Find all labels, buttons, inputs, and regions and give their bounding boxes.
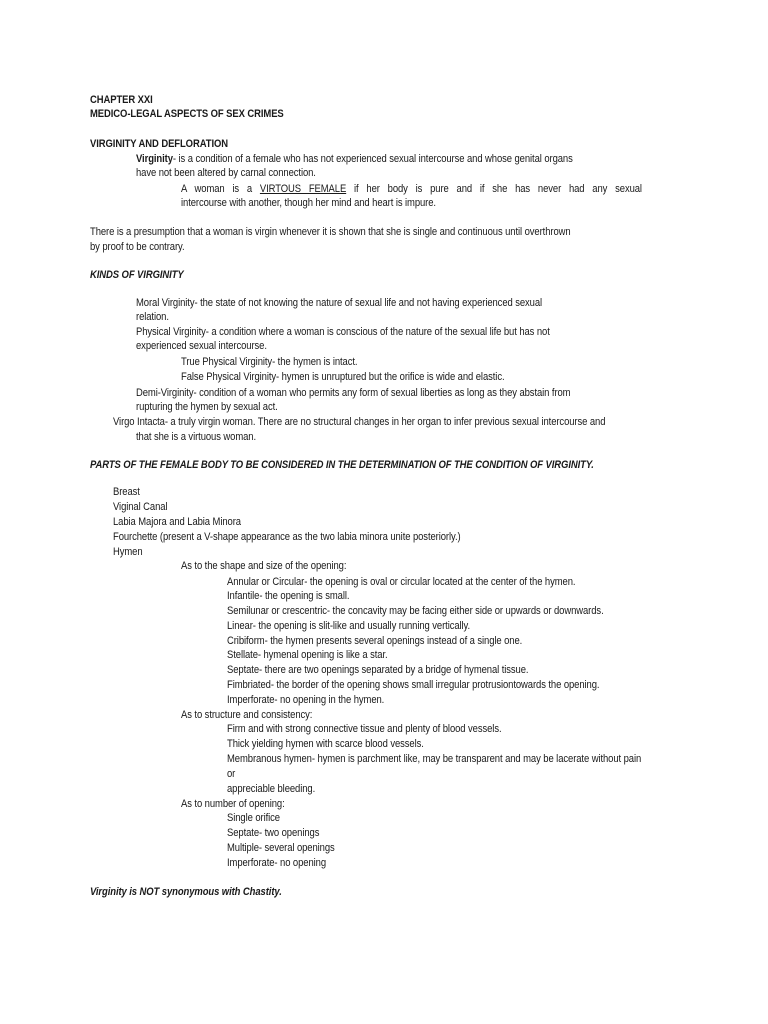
false-physical-virginity: False Physical Virginity- hymen is unruptured but the orifice is wide and elastic. [181, 371, 505, 383]
number-single: Single orifice [227, 812, 280, 824]
virgo-intacta-line2: that she is a virtuous woman. [136, 431, 257, 443]
structure-membranous: Membranous hymen- hymen is parchment like, may be transparent and may be lacerate without pain [227, 753, 642, 765]
shape-infantile: Infantile- the opening is small. [227, 590, 350, 602]
shape-imperforate: Imperforate- no opening in the hymen. [227, 694, 385, 706]
virginity-definition-line2: have not been altered by carnal connection. [136, 167, 316, 179]
structure-bleeding: appreciable bleeding. [227, 783, 316, 795]
virtous-female-term: VIRTOUS FEMALE [259, 183, 347, 195]
chapter-title: MEDICO-LEGAL ASPECTS OF SEX CRIMES [90, 108, 284, 120]
number-multiple: Multiple- several openings [227, 842, 335, 854]
shape-semilunar: Semilunar or crescentric- the concavity may be facing either side or upwards or downwards. [227, 605, 604, 617]
part-breast: Breast [113, 486, 140, 498]
part-fourchette: Fourchette (present a V-shape appearance as the two labia minora unite posteriorly.) [113, 531, 461, 543]
number-imperforate: Imperforate- no opening [227, 857, 326, 869]
structure-firm: Firm and with strong connective tissue and plenty of blood vessels. [227, 723, 502, 735]
kinds-heading: KINDS OF VIRGINITY [90, 269, 184, 281]
part-hymen: Hymen [113, 546, 143, 558]
virtous-female-pre: A woman is a [181, 183, 253, 195]
demi-virginity-line1: Demi-Virginity- condition of a woman who permits any form of sexual liberties as long as they abstain from [136, 387, 571, 399]
physical-virginity-line1: Physical Virginity- a condition where a woman is conscious of the nature of the sexual life but has not [136, 326, 550, 338]
moral-virginity-line1: Moral Virginity- the state of not knowing the nature of sexual life and not having experienced sexual [136, 297, 543, 309]
virginity-definition-line1 [136, 152, 573, 166]
section-heading: VIRGINITY AND DEFLORATION [90, 138, 229, 150]
demi-virginity-line2: rupturing the hymen by sexual act. [136, 401, 278, 413]
shape-heading: As to the shape and size of the opening: [181, 560, 347, 572]
virgo-intacta-line1: Virgo Intacta- a truly virgin woman. There are no structural changes in her organ to infer previous sexual intercourse and [113, 416, 606, 428]
shape-cribiform: Cribiform- the hymen presents several openings instead of a single one. [227, 635, 523, 647]
closing-statement: Virginity is NOT synonymous with Chastity. [90, 886, 282, 898]
number-septate: Septate- two openings [227, 827, 320, 839]
shape-septate: Septate- there are two openings separated by a bridge of hymenal tissue. [227, 664, 529, 676]
structure-or: or [227, 768, 236, 780]
structure-thick: Thick yielding hymen with scarce blood vessels. [227, 738, 424, 750]
part-vaginal-canal: Viginal Canal [113, 501, 168, 513]
physical-virginity-line2: experienced sexual intercourse. [136, 340, 267, 352]
virginity-definition-text: - is a condition of a female who has not experienced sexual intercourse and whose genital organs [172, 153, 573, 165]
presumption-line1: There is a presumption that a woman is virgin whenever it is shown that she is single and continuous until overthrown [90, 226, 571, 238]
virtous-female-post: if her body is pure and if she has never had any sexual [354, 183, 642, 195]
shape-stellate: Stellate- hymenal opening is like a star. [227, 649, 388, 661]
shape-annular: Annular or Circular- the opening is oval or circular located at the center of the hymen. [227, 576, 576, 588]
virtous-female-line2: intercourse with another, though her mind and heart is impure. [181, 197, 436, 209]
part-labia: Labia Majora and Labia Minora [113, 516, 241, 528]
structure-heading: As to structure and consistency: [181, 709, 313, 721]
number-heading: As to number of opening: [181, 798, 285, 810]
true-physical-virginity: True Physical Virginity- the hymen is intact. [181, 356, 358, 368]
virginity-term: Virginity [136, 153, 173, 165]
parts-heading: PARTS OF THE FEMALE BODY TO BE CONSIDERED IN THE DETERMINATION OF THE CONDITION OF VIRGINITY. [90, 459, 594, 471]
presumption-line2: by proof to be contrary. [90, 241, 185, 253]
shape-linear: Linear- the opening is slit-like and usually running vertically. [227, 620, 471, 632]
chapter-number: CHAPTER XXI [90, 94, 153, 106]
moral-virginity-line2: relation. [136, 311, 169, 323]
shape-fimbriated: Fimbriated- the border of the opening shows small irregular protrusiontowards the opening. [227, 679, 600, 691]
virtous-female-line1 [181, 182, 642, 196]
